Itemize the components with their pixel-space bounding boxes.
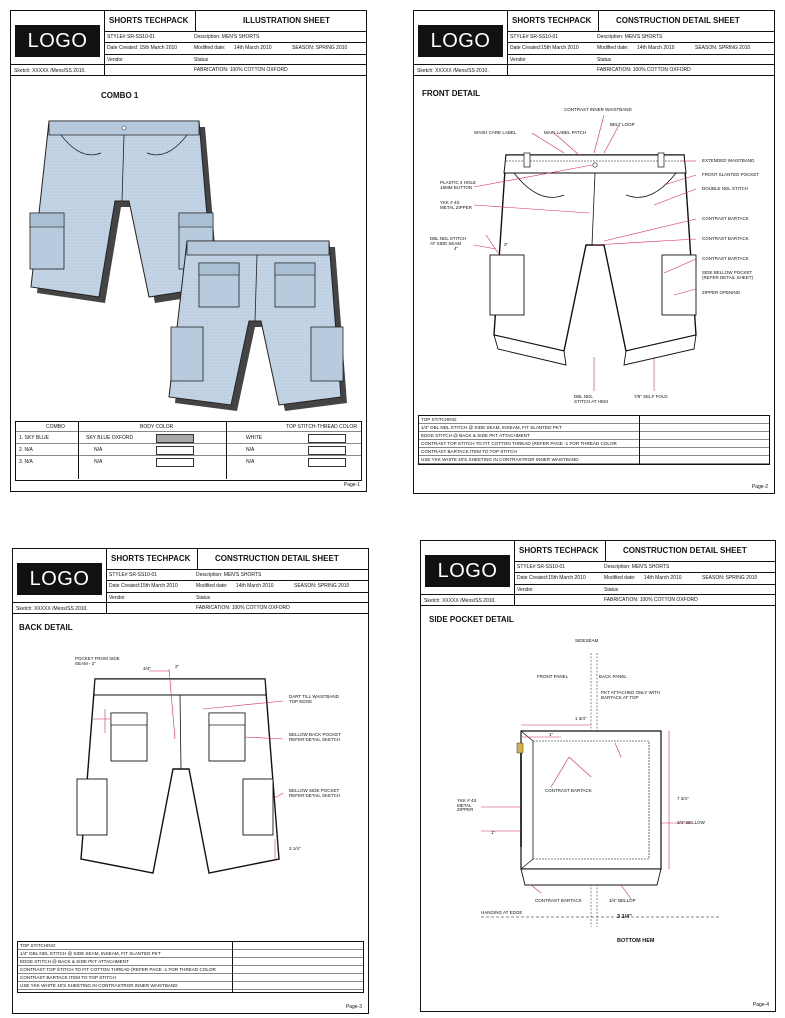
label-back-panel: BACK PANEL (599, 674, 627, 679)
style-number: STYLE# SR-SS10-01 (510, 34, 559, 40)
logo: LOGO (418, 25, 503, 57)
callout-main-label: MAIN LABEL PATCH (544, 130, 587, 135)
dim-7-3-4: 7 3/4" (677, 796, 689, 801)
style-number: STYLE# SR-SS10-01 (107, 34, 156, 40)
date-created: Date Created:15th March 2010 (517, 575, 586, 581)
sketch-ref: Sketch: XXXXX /Mens/SS 2010. (14, 68, 86, 74)
combo-table (15, 421, 362, 481)
col-body-color: BODY COLOR (140, 424, 174, 430)
modified-label: Modified date: (597, 45, 629, 51)
dim-4in: 4" (454, 246, 459, 251)
callout-button: PLASTIC 4 HOLE 18MM BUTTON (440, 180, 477, 190)
dim-three-quarter: 3/4" (143, 666, 151, 671)
section-title: BACK DETAIL (19, 623, 73, 632)
fabrication: FABRICATION: 100% COTTON OXFORD (604, 597, 698, 603)
notes-table: TOP STITCHING: 1/4" DBL NDL STITCH @ SIDE SEAM, INSEAM, FIT SLANTED PKT EDGE STITCH @ BACK & SIDE PKT ATTACHMENT CONTRAST TOP STITCH TO FIT COTTON THREAD (REFER PAGE -1 FOR THREAD COLOR CONTRAST BARTACK ITEM TO TOP STITCH USE YKK WHITE 40'S SHEETING IN CONTRASTROR INNER WAISTBAND (418, 415, 770, 465)
callout-belt-loop: BELT LOOP (610, 122, 635, 127)
col-combo: COMBO (46, 424, 65, 430)
swatch (308, 434, 346, 443)
season: SEASON: SPRING 2010 (292, 45, 348, 51)
callout-slanted-pocket: FRONT SLANTED POCKET (702, 172, 760, 177)
illustration-sheet (10, 10, 367, 492)
sketch-ref: Sketch: XXXXX /Mens/SS 2010. (417, 68, 489, 74)
callout-side-seam-stitch: DBL NDL STITCH AT SIDE SEAM (430, 236, 467, 246)
col-thread-color: TOP STITCH-THREAD COLOR (286, 424, 357, 430)
label-front-panel: FRONT PANEL (537, 674, 569, 679)
page-number: Page-1 (343, 482, 360, 488)
logo: LOGO (17, 563, 102, 595)
fabrication: FABRICATION: 100% COTTON OXFORD (194, 67, 288, 73)
vendor: Vendor (517, 587, 533, 593)
swatch (308, 458, 346, 467)
callout-pkt-attached: PKT ATTACHED ONLY WITH BARTACK AT TOP (601, 690, 661, 700)
season: SEASON: SPRING 2010 (702, 575, 758, 581)
logo: LOGO (15, 25, 100, 57)
modified-label: Modified date: (196, 583, 228, 589)
page-number: Page-3 (345, 1004, 362, 1010)
callout-hem-stitch: DBL NDL STITCH AT HEM (574, 394, 608, 404)
brand-title: SHORTS TECHPACK (109, 16, 189, 25)
dim-1in-b: 1" (491, 830, 496, 835)
title-row (104, 11, 366, 31)
callout-bellow-side: BELLOW SIDE POCKET REFER DETAIL SKETCH (289, 788, 341, 798)
callout-double-ndl: DOUBLE NDL STITCH (702, 186, 749, 191)
status: Status (604, 587, 619, 593)
page-number: Page-2 (751, 484, 768, 490)
combo-title: COMBO 1 (101, 91, 139, 100)
callout-contrast-bartack: CONTRAST BARTACK (545, 788, 592, 793)
sheet-title: CONSTRUCTION DETAIL SHEET (616, 16, 740, 25)
date-created: Date Created:15th March 2010 (510, 45, 579, 51)
callout-self-fold: 7/8" SELF FOLD (634, 394, 668, 399)
callout-bellow-back: BELLOW BACK POCKET REFER DETAIL SKETCH (289, 732, 341, 742)
date-created: Date Created: 15th March 2010 (107, 45, 178, 51)
sheet-title: ILLUSTRATION SHEET (243, 16, 330, 25)
vendor: Vendor (510, 57, 526, 63)
style-number: STYLE# SR-SS10-01 (109, 572, 158, 578)
swatch (156, 434, 194, 443)
callout-side-bellow: SIDE BELLOW POCKET (REFER DETAIL SHEET) (702, 270, 754, 280)
label-bottom-hem: BOTTOM HEM (617, 938, 655, 944)
sheet-title: CONSTRUCTION DETAIL SHEET (215, 554, 339, 563)
dim-3in: 3" (504, 242, 509, 247)
dim-3-1-4: 3 1/4" (617, 914, 632, 920)
callout-zipper-opening: ZIPPER OPENING (702, 290, 741, 295)
callout-inner-waistband: CONTRAST INNER WAISTBAND (564, 107, 632, 112)
style-number: STYLE# SR-SS10-01 (517, 564, 566, 570)
sheet-title: CONSTRUCTION DETAIL SHEET (623, 546, 747, 555)
vendor: Vendor (109, 595, 125, 601)
shorts-front-illustration (11, 101, 368, 431)
callout-hanging-edge: HANGING AT EDGE (481, 910, 523, 915)
season: SEASON: SPRING 2010 (294, 583, 350, 589)
table-row: 1. SKY BLUE SKY BLUE OXFORD WHITE (16, 432, 361, 444)
callout-bartack-3: CONTRAST BARTACK (702, 256, 749, 261)
modified-value: 14th March 2010 (236, 583, 274, 589)
notes-table: TOP STITCHING: 1/4" DBL NDL STITCH @ SIDE SEAM, INSEAM, FIT SLANTED PKT EDGE STITCH @ BACK & SIDE PKT ATTACHMENT CONTRAST TOP STITCH TO FIT COTTON THREAD (REFER PAGE -1 FOR THREAD COLOR CONTRAST BARTACK ITEM TO TOP STITCH USE YKK WHITE 40'S SHEETING IN CONTRASTROR INNER WAISTBAND (17, 941, 364, 993)
status: Status (196, 595, 211, 601)
front-detail-sheet (413, 10, 775, 494)
date-created: Date Created:15th March 2010 (109, 583, 178, 589)
callout-bellop: 3/4" BELLOP (609, 898, 636, 903)
logo: LOGO (425, 555, 510, 587)
section-title: FRONT DETAIL (422, 89, 481, 98)
brand-title: SHORTS TECHPACK (111, 554, 191, 563)
dim-2in: 2" (175, 664, 180, 669)
brand-title: SHORTS TECHPACK (519, 546, 599, 555)
swatch (308, 446, 346, 455)
callout-dart: DART TILL WAISTBAND TOP EDGE (289, 694, 339, 704)
dim-1in: 1" (549, 732, 554, 737)
swatch (156, 458, 194, 467)
label-sideseam: SIDESEAM (575, 638, 599, 643)
sketch-ref: Sketch: XXXXX /Mens/SS 2010. (424, 598, 496, 604)
modified-value: 14th March 2010 (637, 45, 675, 51)
description: Description: MEN'S SHORTS (196, 572, 262, 578)
page-number: Page-4 (752, 1002, 769, 1008)
fabrication: FABRICATION: 100% COTTON OXFORD (597, 67, 691, 73)
section-title: SIDE POCKET DETAIL (429, 615, 514, 624)
vendor: Vendor (107, 57, 123, 63)
callout-pocket-from-side: POCKET FROM SIDE SEAM - 2" (75, 656, 120, 666)
status: Status (194, 57, 209, 63)
callout-zipper: YKK # 4S METAL ZIPPER (440, 200, 473, 210)
callout-contrast-bartack-2: CONTRAST BARTACK (535, 898, 582, 903)
callout-extended-waistband: EXTENDED WAISTBAND (702, 158, 755, 163)
modified-label: Modified date: (604, 575, 636, 581)
modified-label: Modified date: (194, 45, 226, 51)
dim-3-1-4: 3 1/4" (289, 846, 301, 851)
sketch-ref: Sketch: XXXXX /Mens/SS 2010. (16, 606, 88, 612)
table-row: 2. N/A N/A N/A (16, 444, 361, 456)
table-row: 3. N/A N/A N/A (16, 456, 361, 467)
callout-wash-care: WASH CARE LABEL (474, 130, 517, 135)
description: Description: MEN'S SHORTS (194, 34, 260, 40)
season: SEASON: SPRING 2010 (695, 45, 751, 51)
callout-bartack-2: CONTRAST BARTACK (702, 236, 749, 241)
description: Description: MEN'S SHORTS (597, 34, 663, 40)
status: Status (597, 57, 612, 63)
modified-value: 14th March 2010 (644, 575, 682, 581)
swatch (156, 446, 194, 455)
fabrication: FABRICATION: 100% COTTON OXFORD (196, 605, 290, 611)
back-detail-sheet (12, 548, 369, 1014)
label-bellow: 3/4" BELLOW (677, 820, 705, 825)
dim-1-3-4: 1 3/4" (575, 716, 587, 721)
callout-bartack-1: CONTRAST BARTACK (702, 216, 749, 221)
side-pocket-sheet (420, 540, 776, 1012)
brand-title: SHORTS TECHPACK (512, 16, 592, 25)
modified-value: 14th March 2010 (234, 45, 272, 51)
callout-ykk-zipper: YKK # 4S METAL ZIPPER (457, 798, 477, 812)
description: Description: MEN'S SHORTS (604, 564, 670, 570)
